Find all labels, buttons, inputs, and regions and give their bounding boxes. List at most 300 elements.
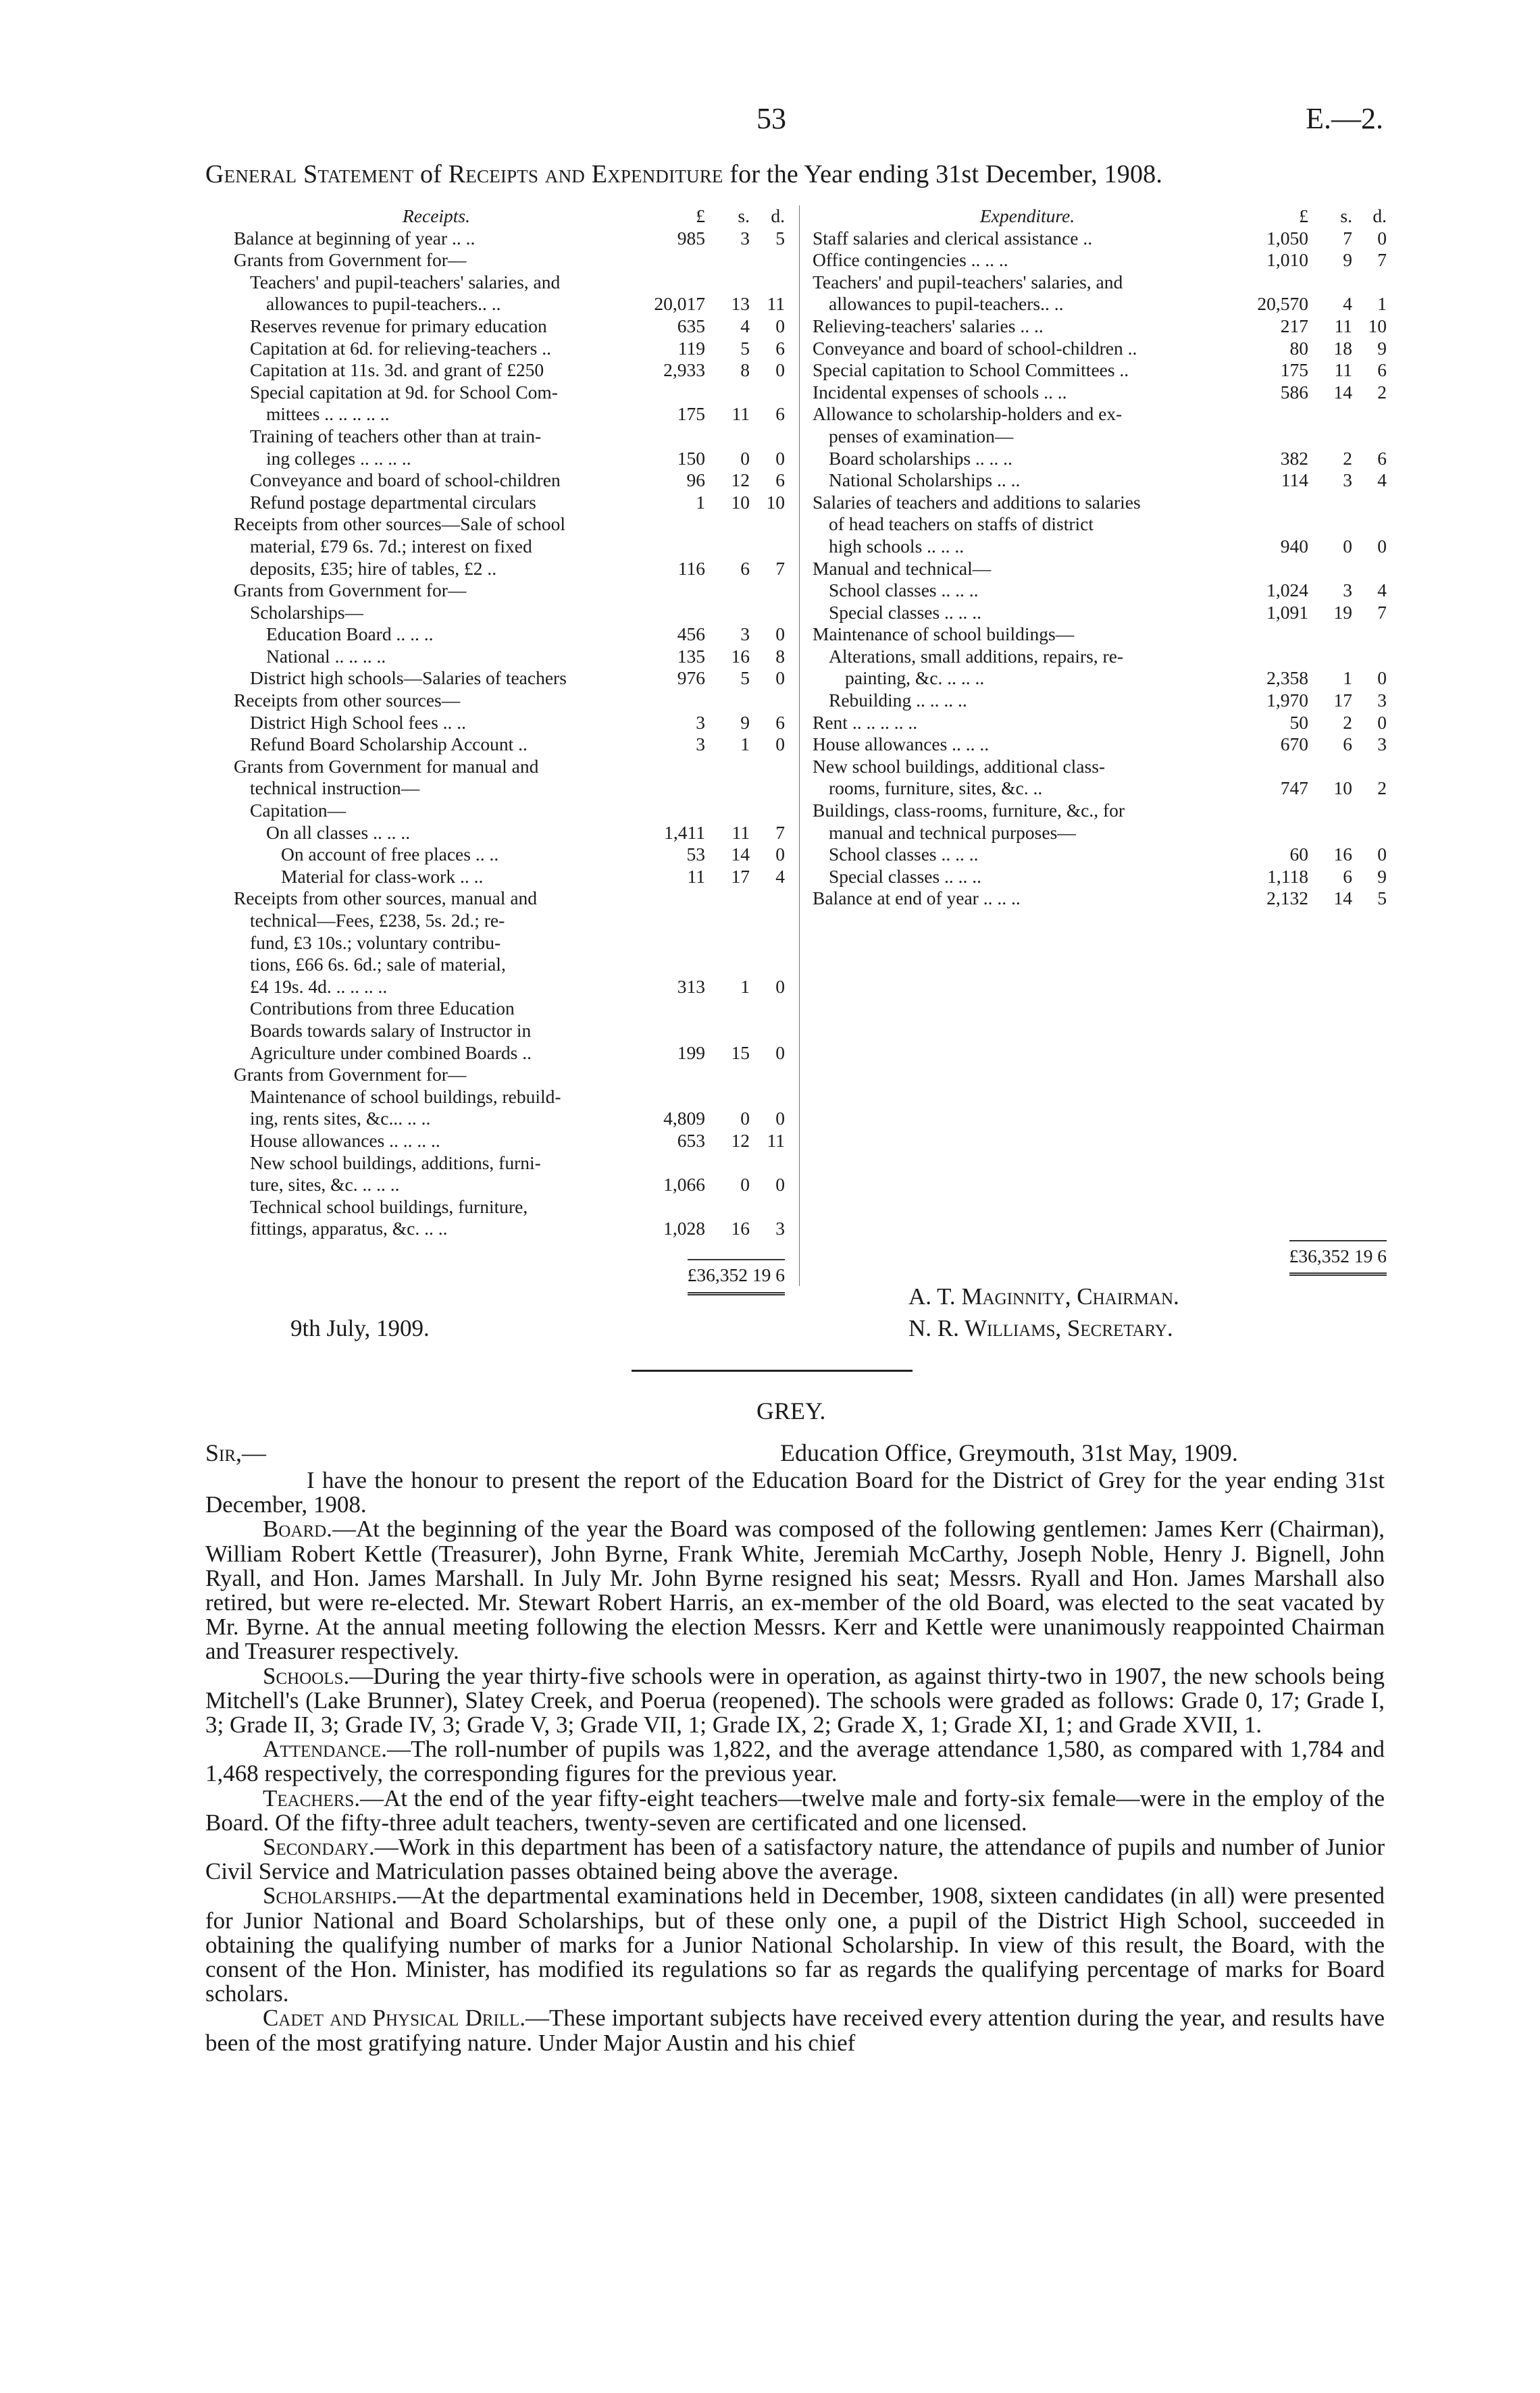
expenditure-row-shillings: 9: [1343, 249, 1352, 271]
receipts-row-pounds: 2,933: [663, 359, 705, 381]
receipts-row-label: Boards towards salary of Instructor in: [250, 1019, 532, 1041]
receipts-row-label: Capitation at 11s. 3d. and grant of £250: [250, 359, 544, 381]
receipts-column: [234, 205, 785, 1295]
expenditure-row: [813, 822, 1387, 844]
receipts-row-pounds: [639, 954, 715, 976]
receipts-row-pounds: 1,066: [663, 1174, 705, 1195]
receipts-row: [234, 887, 785, 910]
office-line: Education Office, Greymouth, 31st May, 1909.: [780, 1439, 1238, 1466]
expenditure-row: [813, 426, 1387, 448]
expenditure-row-label: Special capitation to School Committees ..: [813, 359, 1129, 381]
expenditure-row-label: Board scholarships .. .. ..: [829, 447, 1012, 469]
expenditure-row-shillings: 14: [1333, 887, 1352, 909]
receipts-row-label: Balance at beginning of year .. ..: [234, 227, 476, 249]
expenditure-row: [813, 756, 1387, 778]
receipts-row: [234, 1130, 785, 1152]
receipts-row-shillings: 12: [731, 469, 750, 491]
receipts-row-pence: [750, 1152, 785, 1175]
receipts-row: [234, 954, 785, 976]
receipts-row-label: deposits, £35; hire of tables, £2 ..: [250, 557, 497, 579]
receipts-row-pence: 10: [766, 491, 785, 513]
receipts-row-label: £4 19s. 4d. .. .. .. ..: [250, 975, 388, 997]
receipts-shillings-header: s.: [738, 205, 750, 226]
receipts-row-label: Special capitation at 9d. for School Com-: [250, 381, 558, 403]
expenditure-row-pence: 9: [1377, 865, 1387, 887]
receipts-row-pounds: [639, 602, 715, 624]
receipts-row-pence: 11: [767, 293, 785, 315]
salutation: Sir,—: [205, 1439, 267, 1466]
receipts-row: [234, 382, 785, 404]
expenditure-row-pence: 7: [1377, 249, 1387, 271]
receipts-pounds-header: £: [696, 205, 705, 226]
receipts-row-pounds: 199: [677, 1041, 705, 1063]
receipts-row: [234, 734, 785, 756]
expenditure-row-shillings: 2: [1343, 447, 1352, 469]
receipts-row: [234, 536, 785, 558]
expenditure-table: [813, 205, 1387, 910]
expenditure-row-label: School classes .. .. ..: [829, 580, 979, 601]
receipts-row: [234, 976, 785, 998]
receipts-row-shillings: 17: [731, 865, 750, 887]
receipts-row-pounds: 1,028: [663, 1218, 705, 1239]
receipts-row-label: Receipts from other sources—: [234, 690, 461, 711]
receipts-row: [234, 1086, 785, 1108]
expenditure-row-label: School classes .. .. ..: [829, 844, 979, 865]
receipts-row-label: Agriculture under combined Boards ..: [250, 1041, 532, 1063]
expenditure-row: [813, 536, 1387, 558]
receipts-row-pounds: [639, 580, 715, 602]
expenditure-row: [813, 887, 1387, 910]
receipts-row-pence: 6: [775, 711, 785, 733]
receipts-row-label: On all classes .. .. ..: [266, 821, 411, 843]
expenditure-row-shillings: [1318, 822, 1352, 844]
expenditure-row-pence: 0: [1377, 227, 1387, 249]
receipts-row-label: Grants from Government for—: [234, 249, 467, 271]
expenditure-rows: [813, 228, 1387, 910]
expenditure-row-pounds: 940: [1280, 535, 1308, 557]
expenditure-row: [813, 315, 1387, 338]
expenditure-row-label: Rent .. .. .. .. ..: [813, 711, 918, 733]
expenditure-row-shillings: 10: [1333, 777, 1352, 799]
receipts-row-shillings: [715, 382, 750, 404]
expenditure-row: [813, 448, 1387, 470]
receipts-row-label: House allowances .. .. .. ..: [250, 1129, 440, 1151]
expenditure-row-pounds: 2,132: [1266, 887, 1308, 909]
receipts-row-pence: [750, 998, 785, 1020]
receipts-row-pounds: [639, 998, 715, 1020]
receipts-row-shillings: 3: [740, 623, 750, 645]
board-paragraph: [205, 1517, 1385, 1664]
expenditure-row-pounds: [1242, 800, 1318, 822]
receipts-row: [234, 1042, 785, 1064]
receipts-row-pence: 6: [775, 469, 785, 491]
receipts-row-pence: 0: [775, 359, 785, 381]
receipts-row-label: Conveyance and board of school-children: [250, 469, 561, 491]
receipts-row: [234, 777, 785, 800]
receipts-row-pence: [750, 272, 785, 294]
expenditure-row-label: of head teachers on staffs of district: [829, 513, 1094, 535]
attendance-heading: Attendance.: [263, 1736, 388, 1763]
expenditure-row-shillings: 18: [1333, 337, 1352, 359]
receipts-row-shillings: [715, 910, 750, 932]
expenditure-row-pounds: [1242, 822, 1318, 844]
expenditure-row: [813, 293, 1387, 315]
receipts-row-shillings: [715, 1196, 750, 1218]
expenditure-row: [813, 249, 1387, 272]
receipts-row-label: technical—Fees, £238, 5s. 2d.; re-: [250, 910, 505, 931]
expenditure-row: [813, 734, 1387, 756]
expenditure-row-shillings: 3: [1343, 580, 1352, 601]
receipts-row-label: ing, rents sites, &c... .. ..: [250, 1108, 431, 1129]
expenditure-row-pounds: [1242, 403, 1318, 426]
cadet-paragraph: [205, 2006, 1385, 2055]
receipts-row-shillings: [715, 954, 750, 976]
receipts-row-pence: [750, 910, 785, 932]
receipts-row-pence: [750, 382, 785, 404]
receipts-row-label: Reserves revenue for primary education: [250, 315, 547, 336]
expenditure-row-pence: [1352, 822, 1387, 844]
receipts-row-label: Contributions from three Education: [250, 998, 515, 1019]
expenditure-row: [813, 359, 1387, 382]
receipts-row-pounds: [639, 249, 715, 272]
receipts-row-pounds: 3: [696, 711, 705, 733]
expenditure-row: [813, 338, 1387, 360]
expenditure-total: £36,352 19 6: [1289, 1240, 1387, 1276]
receipts-row-label: Scholarships—: [250, 601, 364, 623]
attendance-text: —The roll-number of pupils was 1,822, and the average attendance 1,580, as compared with 1,784 and 1,468 respectively, the corresponding figures for the previous year.: [205, 1736, 1385, 1787]
receipts-row-label: Training of teachers other than at train-: [250, 425, 542, 446]
expenditure-row-shillings: 19: [1333, 601, 1352, 623]
receipts-row: [234, 228, 785, 250]
expenditure-row-pounds: [1242, 558, 1318, 580]
expenditure-row-label: Balance at end of year .. .. ..: [813, 887, 1021, 909]
expenditure-row-label: rooms, furniture, sites, &c. ..: [829, 777, 1043, 799]
receipts-row-pounds: [639, 932, 715, 954]
expenditure-row-label: Special classes .. .. ..: [829, 865, 982, 887]
expenditure-row-label: Maintenance of school buildings—: [813, 623, 1075, 645]
expenditure-row-shillings: [1318, 800, 1352, 822]
receipts-row-pounds: 135: [677, 645, 705, 667]
receipts-row-pence: [750, 932, 785, 954]
scholarships-paragraph: [205, 1884, 1385, 2006]
receipts-row-shillings: 3: [740, 227, 750, 249]
expenditure-heading: Expenditure.: [979, 205, 1075, 226]
attendance-paragraph: [205, 1737, 1385, 1786]
receipts-row-label: allowances to pupil-teachers.. ..: [266, 293, 501, 315]
board-heading: Board.: [263, 1516, 332, 1543]
expenditure-row-pence: 2: [1377, 777, 1387, 799]
receipts-row-shillings: 0: [740, 1174, 750, 1195]
receipts-row-shillings: 8: [740, 359, 750, 381]
expenditure-row: [813, 228, 1387, 250]
receipts-row-pounds: 175: [677, 403, 705, 425]
expenditure-row: [813, 667, 1387, 690]
expenditure-row-pounds: 670: [1280, 734, 1308, 755]
receipts-row-pounds: 456: [677, 623, 705, 645]
expenditure-row-label: Conveyance and board of school-children ..: [813, 337, 1137, 359]
expenditure-row-pence: [1352, 756, 1387, 778]
section-heading: GREY.: [756, 1397, 826, 1424]
receipts-row-shillings: [715, 887, 750, 910]
receipts-row: [234, 866, 785, 888]
expenditure-row-label: Office contingencies .. .. ..: [813, 249, 1008, 271]
receipts-row-pounds: 150: [677, 447, 705, 469]
expenditure-row-pence: 0: [1377, 711, 1387, 733]
expenditure-row: [813, 558, 1387, 580]
expenditure-row-shillings: 11: [1334, 359, 1352, 381]
receipts-row-pounds: [639, 1064, 715, 1086]
receipts-row-pounds: 985: [677, 227, 705, 249]
scholarships-text: —At the departmental examinations held in December, 1908, sixteen candidates (in all) were presented for Junior National and Board Scholarships, but of these only one, a pupil of the District High School, succeeded in obtaining the qualifying number of marks for a Junior National Scholarship. In view of this result, the Board, with the consent of the Hon. Minister, has modified its regulations so far as regards the qualifying percentage of marks for Board scholars.: [205, 1882, 1385, 2007]
expenditure-row-pence: 5: [1377, 887, 1387, 909]
expenditure-row-pounds: [1242, 426, 1318, 448]
receipts-row-pounds: 116: [677, 557, 705, 579]
expenditure-row-shillings: 0: [1343, 535, 1352, 557]
receipts-row-pence: 0: [775, 1174, 785, 1195]
receipts-row-shillings: [715, 756, 750, 778]
receipts-row-shillings: 16: [731, 1218, 750, 1239]
expenditure-row-pence: [1352, 558, 1387, 580]
expenditure-row-pounds: 114: [1281, 469, 1308, 491]
receipts-row-pence: [750, 777, 785, 800]
receipts-row-label: National .. .. .. ..: [266, 645, 386, 667]
expenditure-row-pence: 0: [1377, 667, 1387, 689]
receipts-row-pounds: [639, 690, 715, 712]
receipts-row: [234, 249, 785, 272]
expenditure-row-label: Manual and technical—: [813, 557, 992, 579]
receipts-row: [234, 1020, 785, 1042]
expenditure-row-pounds: 1,010: [1266, 249, 1308, 271]
receipts-row-pounds: 653: [677, 1129, 705, 1151]
expenditure-row: [813, 580, 1387, 602]
receipts-row-pence: 0: [775, 623, 785, 645]
receipts-row-label: Capitation—: [250, 800, 346, 821]
receipts-row-label: Grants from Government for manual and: [234, 755, 539, 777]
receipts-row-pounds: 4,809: [663, 1108, 705, 1129]
expenditure-row-pounds: [1242, 646, 1318, 668]
expenditure-row-pence: 6: [1377, 359, 1387, 381]
receipts-row-label: New school buildings, additions, furni-: [250, 1152, 541, 1173]
expenditure-row-label: Relieving-teachers' salaries .. ..: [813, 315, 1044, 336]
receipts-row-shillings: 4: [740, 315, 750, 336]
expenditure-row-pence: 7: [1377, 601, 1387, 623]
signoff-secretary: N. R. Williams, Secretary.: [908, 1315, 1173, 1341]
signoff-date: 9th July, 1909.: [290, 1315, 430, 1341]
expenditure-row-pounds: 60: [1289, 844, 1308, 865]
receipts-row-pounds: 1,411: [664, 821, 705, 843]
receipts-row: [234, 1218, 785, 1240]
receipts-row-shillings: [715, 249, 750, 272]
expenditure-row-pounds: 175: [1280, 359, 1308, 381]
receipts-row-shillings: [715, 998, 750, 1020]
receipts-row: [234, 800, 785, 822]
receipts-row-shillings: 16: [731, 645, 750, 667]
expenditure-row-pounds: 1,024: [1266, 580, 1308, 601]
expenditure-total-wrap: [1202, 1240, 1387, 1276]
receipts-row-shillings: [715, 272, 750, 294]
expenditure-row-pounds: 586: [1280, 381, 1308, 403]
receipts-row-pence: 0: [775, 667, 785, 689]
receipts-row-pence: [750, 536, 785, 558]
receipts-row-pence: [750, 954, 785, 976]
expenditure-row-pounds: 1,091: [1266, 601, 1308, 623]
page-number: 53: [756, 102, 786, 135]
expenditure-row-label: Special classes .. .. ..: [829, 601, 982, 623]
receipts-row-label: Capitation at 6d. for relieving-teachers ..: [250, 337, 551, 359]
teachers-heading: Teachers.: [263, 1784, 361, 1811]
receipts-row-label: Teachers' and pupil-teachers' salaries, and: [250, 271, 561, 292]
title-receipts-and: Receipts and: [448, 160, 586, 188]
receipts-row-shillings: [715, 536, 750, 558]
expenditure-row-pence: 1: [1377, 293, 1387, 315]
statement-title: [205, 159, 1394, 189]
receipts-row-label: fittings, apparatus, &c. .. ..: [250, 1218, 448, 1239]
receipts-row-label: Grants from Government for—: [234, 1064, 467, 1085]
expenditure-row-pounds: [1242, 756, 1318, 778]
expenditure-row-label: Salaries of teachers and additions to salaries: [813, 491, 1141, 513]
receipts-row-pounds: [639, 910, 715, 932]
receipts-row: [234, 469, 785, 492]
expenditure-row-label: Staff salaries and clerical assistance ..: [813, 227, 1093, 249]
expenditure-row-pence: [1352, 426, 1387, 448]
board-text: —At the beginning of the year the Board was composed of the following gentlemen: James Kerr (Chairman), William Robert Kettle (Treasurer), John Byrne, Frank White, Jeremiah McCarthy, Joseph Noble, Henry J. Bignell, John Ryall, and Hon. James Marshall. In July Mr. John Byrne resigned his seat; Messrs. Ryall and Hon. James Marshall also retired, but were re-elected. Mr. Stewart Robert Harris, an ex-member of the old Board, was elected to the seat vacated by Mr. Byrne. At the annual meeting following the election Messrs. Kerr and Kettle were unanimously reappointed Chairman and Treasurer respectively.: [205, 1516, 1385, 1665]
receipts-row-label: fund, £3 10s.; voluntary contribu-: [250, 931, 501, 953]
document-reference: E.—2.: [1306, 102, 1383, 135]
expenditure-row: [813, 712, 1387, 734]
expenditure-row-label: National Scholarships .. ..: [829, 469, 1021, 491]
expenditure-row-pounds: [1242, 513, 1318, 536]
receipts-row-pence: 6: [775, 337, 785, 359]
expenditure-row-shillings: [1318, 272, 1352, 294]
receipts-row: [234, 492, 785, 514]
expenditure-row: [813, 403, 1387, 426]
receipts-row-shillings: [715, 1152, 750, 1175]
schools-paragraph: [205, 1664, 1385, 1738]
receipts-row-shillings: 1: [740, 734, 750, 755]
expenditure-row-shillings: [1318, 492, 1352, 514]
receipts-row-label: Grants from Government for—: [234, 580, 467, 601]
receipts-row-pounds: 3: [696, 734, 705, 755]
receipts-row-pounds: [639, 1020, 715, 1042]
receipts-row-pence: 4: [775, 865, 785, 887]
receipts-row-label: Refund Board Scholarship Account ..: [250, 734, 528, 755]
receipts-row-pence: 0: [775, 315, 785, 336]
receipts-row-shillings: [715, 1020, 750, 1042]
receipts-row-pounds: [639, 756, 715, 778]
expenditure-row: [813, 800, 1387, 822]
receipts-row-shillings: 0: [740, 447, 750, 469]
expenditure-row-shillings: [1318, 646, 1352, 668]
receipts-row: [234, 1064, 785, 1086]
receipts-row: [234, 359, 785, 382]
receipts-row: [234, 1196, 785, 1218]
teachers-text: —At the end of the year fifty-eight teachers—twelve male and forty-six female—were in the employ of the Board. Of the fifty-three adult teachers, twenty-seven are certificated and one licensed.: [205, 1784, 1385, 1836]
expenditure-row-shillings: 1: [1343, 667, 1352, 689]
receipts-row: [234, 272, 785, 294]
receipts-row: [234, 338, 785, 360]
expenditure-pence-header: d.: [1372, 205, 1387, 226]
secondary-paragraph: [205, 1835, 1385, 1884]
receipts-row-pounds: [639, 536, 715, 558]
report-body: [205, 1468, 1385, 2055]
receipts-row-pence: 8: [775, 645, 785, 667]
receipts-row-pence: 5: [775, 227, 785, 249]
receipts-row-shillings: 6: [740, 557, 750, 579]
schools-text: —During the year thirty-five schools were in operation, as against thirty-two in 1907, the new schools being Mitchell's (Lake Brunner), Slatey Creek, and Poerua (reopened). The schools were graded as follows: Grade 0, 17; Grade I, 3; Grade II, 3; Grade IV, 3; Grade V, 3; Grade VII, 1; Grade IX, 2; Grade X, 1; Grade XI, 1; and Grade XVII, 1.: [205, 1662, 1385, 1739]
expenditure-row: [813, 492, 1387, 514]
expenditure-row-shillings: [1318, 623, 1352, 646]
secondary-heading: Secondary.: [263, 1834, 375, 1861]
receipts-row-pence: [750, 1196, 785, 1218]
receipts-pence-header: d.: [771, 205, 785, 226]
column-divider: [799, 205, 800, 1286]
receipts-row: [234, 690, 785, 712]
expenditure-row: [813, 844, 1387, 866]
expenditure-row-shillings: 2: [1343, 711, 1352, 733]
receipts-row-label: mittees .. .. .. .. ..: [266, 403, 390, 425]
expenditure-row-pence: [1352, 513, 1387, 536]
section-separator: [632, 1370, 913, 1372]
receipts-row-shillings: 13: [731, 293, 750, 315]
expenditure-row-shillings: 4: [1343, 293, 1352, 315]
expenditure-row-shillings: 6: [1343, 734, 1352, 755]
expenditure-row: [813, 646, 1387, 668]
receipts-row: [234, 756, 785, 778]
receipts-row-label: On account of free places .. ..: [281, 844, 499, 865]
receipts-row: [234, 712, 785, 734]
receipts-row-pounds: [639, 1152, 715, 1175]
receipts-row-pence: 0: [775, 1041, 785, 1063]
receipts-row: [234, 623, 785, 646]
expenditure-row-label: Rebuilding .. .. .. ..: [829, 690, 967, 711]
expenditure-row-pence: 4: [1377, 580, 1387, 601]
receipts-row-shillings: [715, 513, 750, 536]
teachers-paragraph: [205, 1786, 1385, 1835]
receipts-row-label: ture, sites, &c. .. .. ..: [250, 1174, 400, 1195]
receipts-row: [234, 844, 785, 866]
receipts-row-pence: [750, 887, 785, 910]
expenditure-row-pounds: 2,358: [1266, 667, 1308, 689]
receipts-row-pounds: 96: [686, 469, 705, 491]
receipts-row-shillings: [715, 1064, 750, 1086]
intro-paragraph: I have the honour to present the report of the Education Board for the District of Grey for the year ending 31st December, 1908.: [205, 1467, 1385, 1518]
expenditure-row-pence: 3: [1377, 690, 1387, 711]
expenditure-row-pence: [1352, 646, 1387, 668]
expenditure-row-label: Buildings, class-rooms, furniture, &c., for: [813, 800, 1125, 821]
receipts-row-pounds: 1: [696, 491, 705, 513]
receipts-row-pence: 0: [775, 734, 785, 755]
receipts-row-pounds: 53: [686, 844, 705, 865]
receipts-row-label: Maintenance of school buildings, rebuild-: [250, 1085, 561, 1107]
expenditure-row-shillings: 16: [1333, 844, 1352, 865]
expenditure-row-pounds: 217: [1280, 315, 1308, 336]
expenditure-row-pounds: 50: [1289, 711, 1308, 733]
receipts-row-label: tions, £66 6s. 6d.; sale of material,: [250, 954, 506, 975]
title-of: of: [419, 160, 442, 188]
receipts-row-pence: 7: [775, 557, 785, 579]
receipts-row-pence: 7: [775, 821, 785, 843]
receipts-row-shillings: [715, 580, 750, 602]
receipts-row-pence: 6: [775, 403, 785, 425]
expenditure-pounds-header: £: [1299, 205, 1308, 226]
receipts-row-pounds: 20,017: [654, 293, 705, 315]
receipts-row-shillings: 9: [740, 711, 750, 733]
receipts-row-pence: 0: [775, 975, 785, 997]
receipts-row-pence: [750, 1064, 785, 1086]
expenditure-row-pence: 3: [1377, 734, 1387, 755]
expenditure-row-shillings: [1318, 756, 1352, 778]
expenditure-row-shillings: 14: [1333, 381, 1352, 403]
